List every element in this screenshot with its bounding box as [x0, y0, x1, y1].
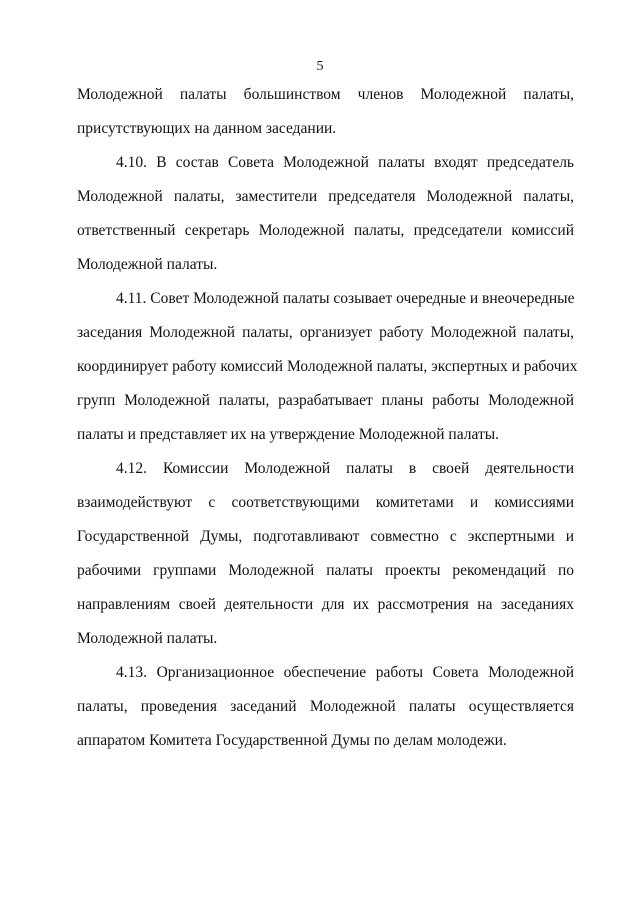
text-line: взаимодействуют с соответствующими комитетами и комиссиями	[77, 494, 574, 511]
page-number: 5	[316, 59, 324, 74]
text-line: присутствующих на данном заседании.	[77, 120, 337, 137]
text-line: Государственной Думы, подготавливают совместно с экспертными и	[77, 528, 574, 545]
text-line: 4.11. Совет Молодежной палаты созывает очередные и внеочередные	[116, 290, 575, 307]
text-line: групп Молодежной палаты, разрабатывает планы работы Молодежной	[77, 392, 574, 409]
paragraph-4-11	[77, 282, 578, 452]
text-line: координирует работу комиссий Молодежной палаты, экспертных и рабочих	[77, 358, 578, 375]
document-body	[77, 78, 578, 758]
text-line: направлениям своей деятельности для их рассмотрения на заседаниях	[77, 596, 574, 613]
text-line: 4.12. Комиссии Молодежной палаты в своей деятельности	[116, 460, 574, 477]
text-line: заседания Молодежной палаты, организует работу Молодежной палаты,	[77, 324, 574, 341]
text-line: рабочими группами Молодежной палаты проекты рекомендаций по	[77, 562, 574, 579]
text-line: 4.13. Организационное обеспечение работы Совета Молодежной	[116, 664, 574, 681]
text-line: Молодежной палаты.	[77, 256, 218, 273]
paragraph-continuation	[77, 78, 574, 146]
text-line: ответственный секретарь Молодежной палаты, председатели комиссий	[77, 222, 574, 239]
paragraph-4-13	[77, 656, 574, 758]
text-line: палаты и представляет их на утверждение Молодежной палаты.	[77, 426, 500, 443]
paragraph-4-12	[77, 452, 574, 656]
text-line: аппаратом Комитета Государственной Думы по делам молодежи.	[77, 732, 507, 749]
paragraph-4-10	[77, 146, 574, 282]
text-line: 4.10. В состав Совета Молодежной палаты входят председатель	[116, 154, 574, 171]
text-line: палаты, проведения заседаний Молодежной палаты осуществляется	[77, 698, 574, 715]
text-line: Молодежной палаты.	[77, 630, 218, 647]
text-line: Молодежной палаты большинством членов Молодежной палаты,	[77, 86, 574, 103]
text-line: Молодежной палаты, заместители председателя Молодежной палаты,	[77, 188, 574, 205]
